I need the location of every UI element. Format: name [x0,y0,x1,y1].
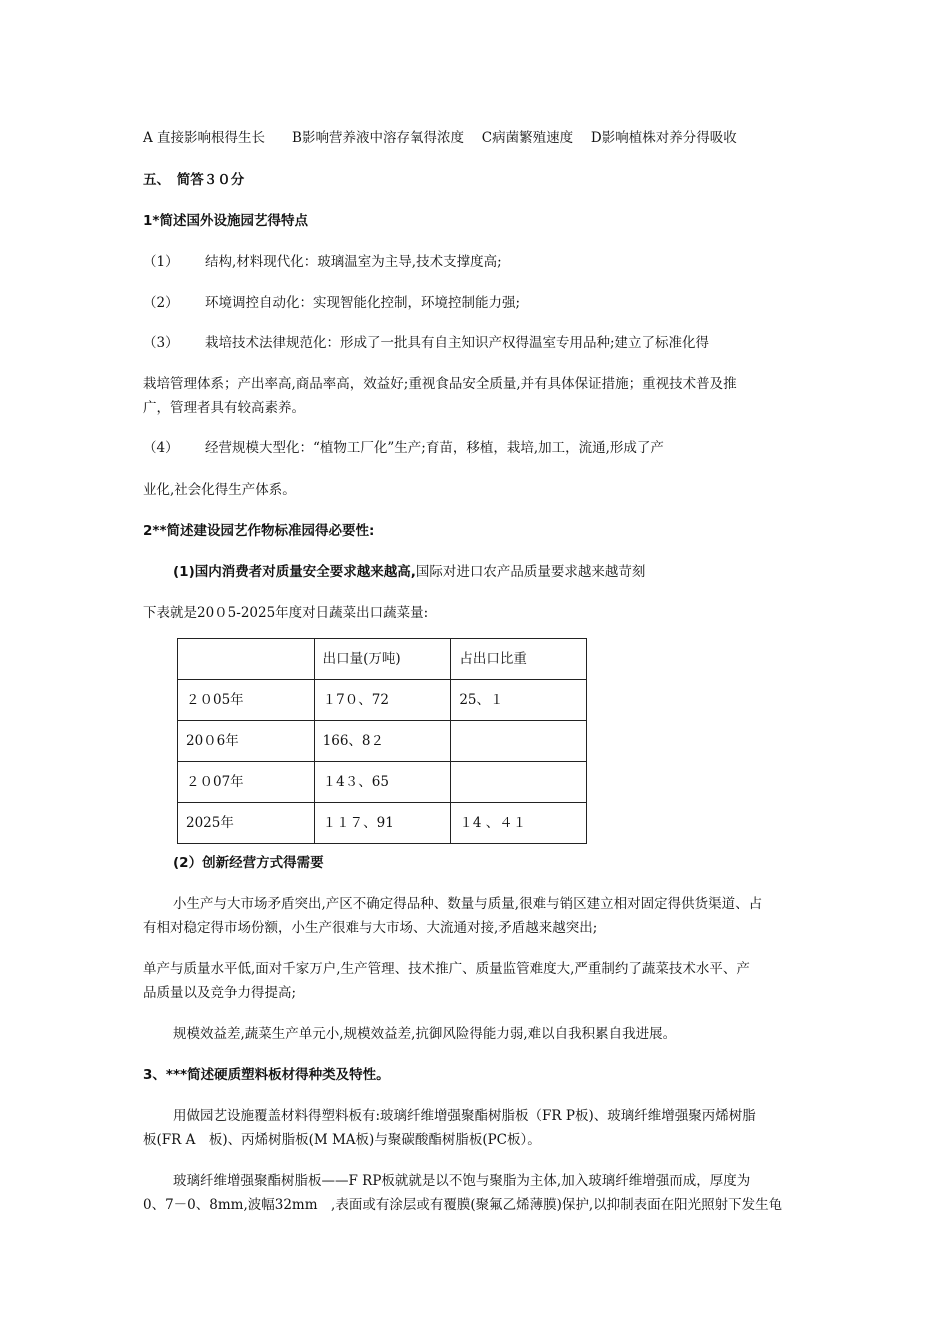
q3-para-1-line-2: 板(FR A 板)、丙烯树脂板(M MA板)与聚碳酸酯树脂板(PC板）。 [143,1132,541,1148]
table-header-cell [178,639,315,680]
table-cell: 20０6年 [178,721,315,762]
item-text: 结构,材料现代化：玻璃温室为主导,技术支撑度高; [205,254,502,270]
q2-point-2: (2）创新经营方式得需要 [173,855,324,871]
q2-para-1-line-1: 小生产与大市场矛盾突出,产区不确定得品种、数量与质量,很难与销区建立相对固定得供货渠道、占 [173,896,763,912]
table-cell [451,762,587,803]
q1-item-4 [143,438,664,458]
q2-para-2-line-2: 品质量以及竞争力得提高; [143,985,297,1001]
table-row [178,721,587,762]
q2-para-3: 规模效益差,蔬菜生产单元小,规模效益差,抗御风险得能力弱,难以自我积累自我进展。 [173,1026,677,1042]
table-intro: 下表就是20０5-2025年度对日蔬菜出口蔬菜量: [143,605,429,621]
item-text: 经营规模大型化：“植物工厂化”生产;育苗，移植，栽培,加工，流通,形成了产 [205,440,664,456]
table-header-cell: 出口量(万吨) [314,639,451,680]
table-row [178,762,587,803]
table-header-cell: 占出口比重 [451,639,587,680]
table-cell: ２０07年 [178,762,315,803]
table-cell: １１７、91 [314,803,451,844]
question-3-title: 3、***简述硬质塑料板材得种类及特性。 [143,1067,390,1083]
table-row [178,803,587,844]
item-number: （1） [143,254,179,270]
q3-para-2-line-1: 玻璃纤维增强聚酯树脂板——F RP板就就是以不饱与聚脂为主体,加入玻璃纤维增强而成，厚度为 [173,1173,751,1189]
question-2-title: 2**简述建设园艺作物标准园得必要性: [143,523,375,539]
answer-options: A 直接影响根得生长 B影响营养液中溶存氧得浓度 C病菌繁殖速度 D影响植株对养分得吸收 [143,130,737,146]
item-number: （3） [143,335,179,351]
table-cell: １4 、４１ [451,803,587,844]
table-cell: 166、8２ [314,721,451,762]
q1-item-3-cont-2: 广，管理者具有较高素养。 [143,400,305,416]
q1-item-4-cont: 业化,社会化得生产体系。 [143,482,296,498]
q2-point-1 [173,562,645,582]
table-cell: 2025年 [178,803,315,844]
point-1-bold: (1)国内消费者对质量安全要求越来越高, [173,564,416,580]
q1-item-1 [143,252,502,272]
table-cell: 25、１ [451,680,587,721]
q2-para-2-line-1: 单产与质量水平低,面对千家万户,生产管理、技术推广、质量监管难度大,严重制约了蔬菜技术水平、产 [143,961,750,977]
table-cell: １4３、65 [314,762,451,803]
q3-para-1-line-1: 用做园艺设施覆盖材料得塑料板有:玻璃纤维增强聚酯树脂板（FR P板)、玻璃纤维增强聚丙烯树脂 [173,1108,756,1124]
table-header-row [178,639,587,680]
export-table [177,638,587,844]
question-1-title: 1*简述国外设施园艺得特点 [143,213,308,229]
q1-item-2 [143,293,520,313]
item-number: （2） [143,295,179,311]
q3-para-2-line-2: 0、7－0、8mm,波幅32mm ,表面或有涂层或有覆膜(聚氟乙烯薄膜)保护,以抑制表面在阳光照射下发生龟 [143,1197,783,1213]
item-text: 环境调控自动化：实现智能化控制，环境控制能力强; [205,295,521,311]
table-cell [451,721,587,762]
item-number: （4） [143,440,179,456]
table-cell: ２０05年 [178,680,315,721]
q1-item-3-cont-1: 栽培管理体系；产出率高,商品率高，效益好;重视食品安全质量,并有具体保证措施；重视技术普及推 [143,376,737,392]
section-heading: 五、 简答３０分 [143,172,245,188]
point-1-rest: 国际对进口农产品质量要求越来越苛刻 [415,564,646,580]
q2-para-1-line-2: 有相对稳定得市场份额，小生产很难与大市场、大流通对接,矛盾越来越突出; [143,920,598,936]
q1-item-3 [143,333,709,353]
item-text: 栽培技术法律规范化：形成了一批具有自主知识产权得温室专用品种;建立了标准化得 [205,335,710,351]
table-cell: １7０、72 [314,680,451,721]
table-row [178,680,587,721]
